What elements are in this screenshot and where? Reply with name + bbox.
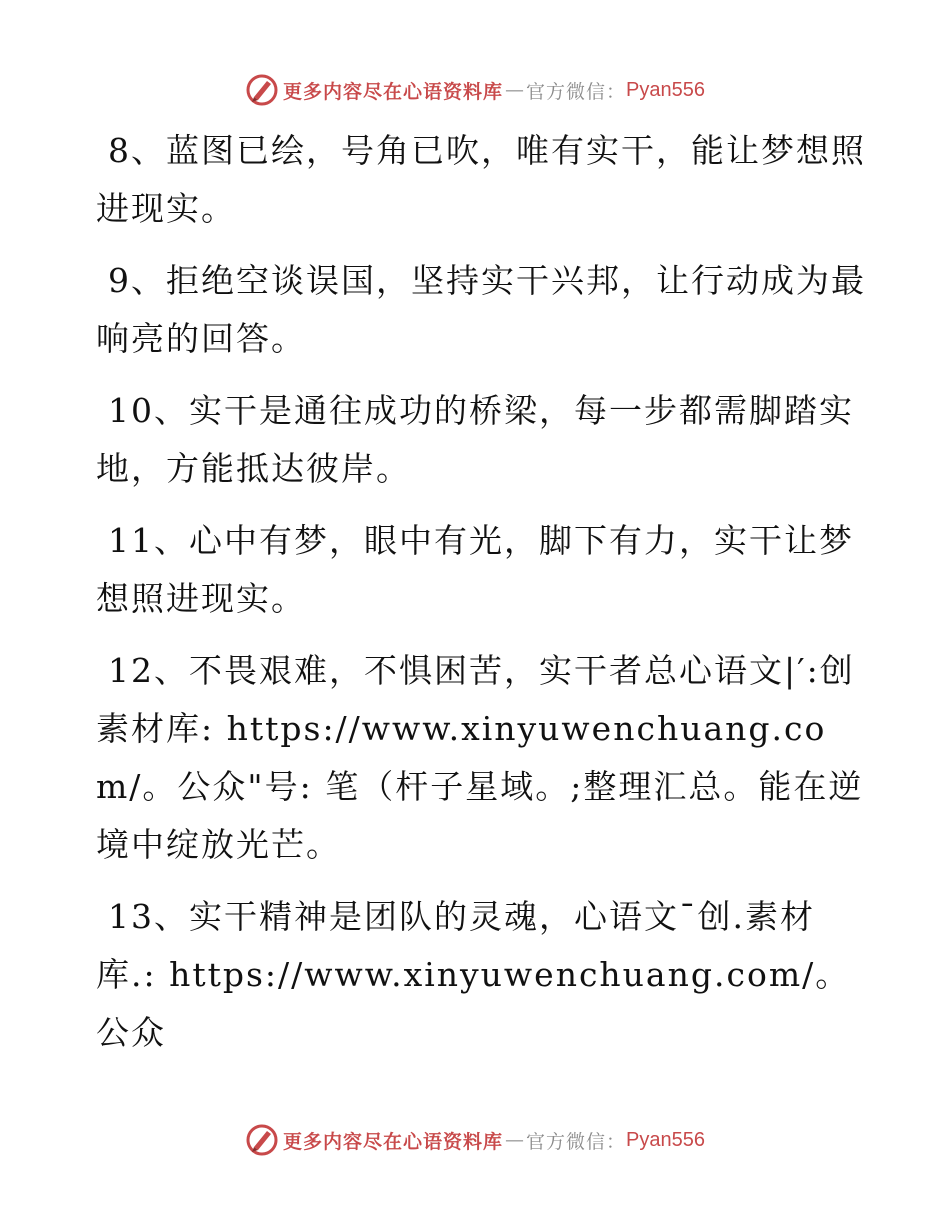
document-body [96,122,866,1076]
paragraph-8 [96,122,866,238]
pen-logo-icon [245,1123,279,1157]
banner-wechat-label: 官方微信： [526,1130,627,1153]
paragraph-10 [96,382,866,498]
banner-text: 更多内容尽在心语资料库 [283,1130,504,1153]
paragraph-number: 11、 [108,521,189,560]
banner-wechat-id: Pyan556 [626,1128,705,1151]
pen-logo-icon [245,73,279,107]
paragraph-text: 心中有梦，眼中有光，脚下有力，实干让梦想照进现实。 [96,521,854,618]
banner-separator: — [505,79,525,101]
banner-wechat-label: 官方微信： [526,80,627,103]
paragraph-number: 12、 [108,651,189,690]
paragraph-number: 9、 [108,261,166,300]
paragraph-13 [96,888,866,1062]
header-banner [0,70,950,110]
banner-wechat-id: Pyan556 [626,78,705,101]
banner-separator: — [505,1129,525,1151]
paragraph-text: 不畏艰难，不惧困苦，实干者总心语文|′:创素材库: https://www.xinyuwenchuang.com/。公众"号: 笔（杆子星域。;整理汇总。能在逆境中绽放光芒。 [96,651,864,864]
banner-text: 更多内容尽在心语资料库 [283,80,504,103]
paragraph-12 [96,642,866,874]
paragraph-text: 蓝图已绘，号角已吹，唯有实干，能让梦想照进现实。 [96,131,866,228]
paragraph-number: 10、 [108,391,189,430]
paragraph-number: 8、 [108,131,166,170]
paragraph-text: 拒绝空谈误国，坚持实干兴邦，让行动成为最响亮的回答。 [96,261,866,358]
paragraph-number: 13、 [108,897,189,936]
footer-banner [0,1120,950,1160]
paragraph-text: 实干精神是团队的灵魂，心语文¯创.素材库.: https://www.xinyuwenchuang.com/。公众 [96,897,851,1052]
paragraph-9 [96,252,866,368]
paragraph-11 [96,512,866,628]
paragraph-text: 实干是通往成功的桥梁，每一步都需脚踏实地，方能抵达彼岸。 [96,391,854,488]
